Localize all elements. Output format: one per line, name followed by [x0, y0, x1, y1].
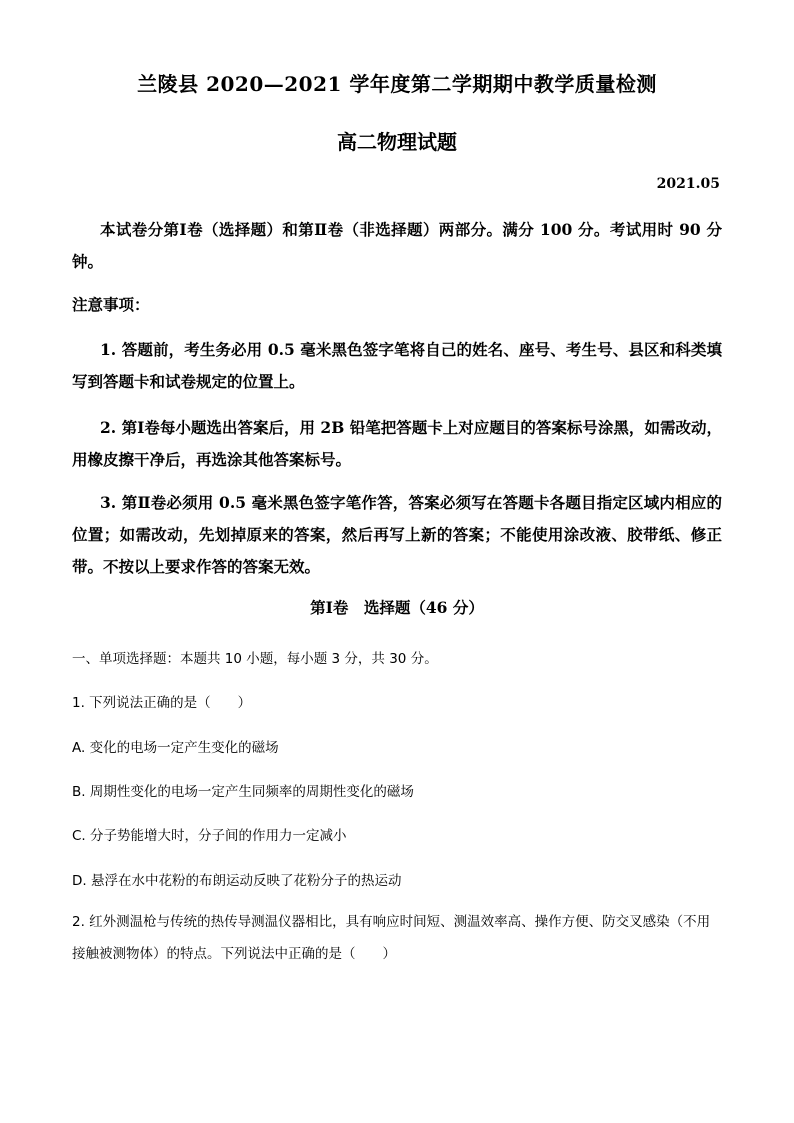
part-title: 一、单项选择题：本题共 10 小题，每小题 3 分，共 30 分。 [72, 651, 438, 667]
intro-paragraph: 本试卷分第Ⅰ卷（选择题）和第Ⅱ卷（非选择题）两部分。满分 100 分。考试用时 90 分钟。 [72, 220, 722, 271]
question-2-stem: 2. 红外测温枪与传统的热传导测温仪器相比，具有响应时间短、测温效率高、操作方便、防交叉感染（不用接触被测物体）的特点。下列说法中正确的是（ ） [72, 914, 711, 962]
exam-title: 兰陵县 2020—2021 学年度第二学期期中教学质量检测 [137, 72, 657, 96]
notice-title: 注意事项： [72, 295, 150, 314]
question-1-option-b: B. 周期性变化的电场一定产生同频率的周期性变化的磁场 [72, 784, 414, 800]
exam-subtitle: 高二物理试题 [337, 130, 457, 154]
section-heading: 第Ⅰ卷 选择题（46 分） [310, 598, 484, 617]
question-1-option-c: C. 分子势能增大时，分子间的作用力一定减小 [72, 828, 347, 844]
notice-item-1: 1. 答题前，考生务必用 0.5 毫米黑色签字笔将自己的姓名、座号、考生号、县区和科类填写到答题卡和试卷规定的位置上。 [72, 340, 722, 391]
question-1-stem: 1. 下列说法正确的是（ ） [72, 695, 252, 711]
question-1-option-d: D. 悬浮在水中花粉的布朗运动反映了花粉分子的热运动 [72, 873, 402, 889]
notice-item-3: 3. 第Ⅱ卷必须用 0.5 毫米黑色签字笔作答，答案必须写在答题卡各题目指定区域内相应的位置；如需改动，先划掉原来的答案，然后再写上新的答案；不能使用涂改液、胶带纸、修正带。不按以上要求作答的答案无效。 [72, 493, 722, 576]
notice-item-2: 2. 第Ⅰ卷每小题选出答案后，用 2B 铅笔把答题卡上对应题目的答案标号涂黑，如需改动，用橡皮擦干净后，再选涂其他答案标号。 [72, 418, 722, 469]
exam-date: 2021.05 [656, 176, 720, 192]
question-1-option-a: A. 变化的电场一定产生变化的磁场 [72, 740, 279, 756]
